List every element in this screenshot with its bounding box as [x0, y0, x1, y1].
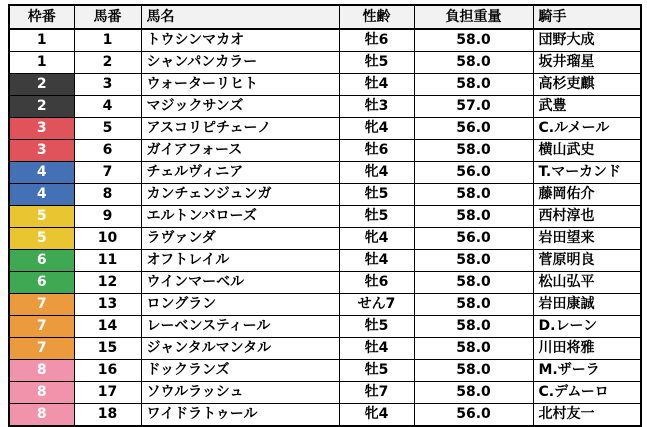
table-row	[9, 206, 641, 228]
horse-number-cell: 13	[74, 294, 141, 316]
jockey-cell: 武豊	[533, 96, 641, 118]
sex-age-cell: 牝4	[339, 228, 414, 250]
jockey-cell: 横山武史	[533, 140, 641, 162]
table-row	[9, 360, 641, 382]
weight-cell: 58.0	[414, 206, 533, 228]
jockey-cell: 川田将雅	[533, 338, 641, 360]
jockey-cell: 岩田康誠	[533, 294, 641, 316]
sex-age-cell: 牝4	[339, 404, 414, 427]
horse-number-cell: 2	[74, 52, 141, 74]
weight-cell: 58.0	[414, 272, 533, 294]
col-header-jockey: 騎手	[533, 5, 641, 29]
frame-number-cell: 6	[9, 250, 74, 272]
table-body	[9, 29, 641, 426]
table-row	[9, 118, 641, 140]
frame-number-cell: 8	[9, 404, 74, 427]
horse-name-cell: レーベンスティール	[141, 316, 339, 338]
frame-number-cell: 1	[9, 29, 74, 52]
weight-cell: 56.0	[414, 228, 533, 250]
horse-name-cell: アスコリピチェーノ	[141, 118, 339, 140]
horse-name-cell: エルトンバローズ	[141, 206, 339, 228]
weight-cell: 56.0	[414, 404, 533, 427]
horse-number-cell: 15	[74, 338, 141, 360]
frame-number-cell: 2	[9, 96, 74, 118]
col-header-horse-number: 馬番	[74, 5, 141, 29]
col-header-frame-number: 枠番	[9, 5, 74, 29]
frame-number-cell: 7	[9, 338, 74, 360]
horse-name-cell: ソウルラッシュ	[141, 382, 339, 404]
sex-age-cell: 牝4	[339, 162, 414, 184]
frame-number-cell: 5	[9, 206, 74, 228]
weight-cell: 58.0	[414, 250, 533, 272]
race-entry-table	[8, 4, 642, 427]
table-row	[9, 184, 641, 206]
table-row	[9, 96, 641, 118]
jockey-cell: 西村淳也	[533, 206, 641, 228]
horse-number-cell: 6	[74, 140, 141, 162]
sex-age-cell: 牡5	[339, 360, 414, 382]
horse-name-cell: チェルヴィニア	[141, 162, 339, 184]
jockey-cell: 高杉吏麒	[533, 74, 641, 96]
horse-name-cell: トウシンマカオ	[141, 29, 339, 52]
sex-age-cell: 牡6	[339, 29, 414, 52]
weight-cell: 58.0	[414, 360, 533, 382]
table-row	[9, 140, 641, 162]
frame-number-cell: 8	[9, 360, 74, 382]
table-row	[9, 29, 641, 52]
table-row	[9, 162, 641, 184]
jockey-cell: 菅原明良	[533, 250, 641, 272]
horse-name-cell: ウォーターリヒト	[141, 74, 339, 96]
weight-cell: 58.0	[414, 29, 533, 52]
col-header-sex-age: 性齢	[339, 5, 414, 29]
sex-age-cell: 牡4	[339, 74, 414, 96]
sex-age-cell: 牡5	[339, 184, 414, 206]
frame-number-cell: 2	[9, 74, 74, 96]
frame-number-cell: 4	[9, 162, 74, 184]
jockey-cell: 団野大成	[533, 29, 641, 52]
horse-name-cell: ウインマーベル	[141, 272, 339, 294]
sex-age-cell: 牡5	[339, 316, 414, 338]
horse-number-cell: 7	[74, 162, 141, 184]
sex-age-cell: せん7	[339, 294, 414, 316]
jockey-cell: 北村友一	[533, 404, 641, 427]
sex-age-cell: 牡3	[339, 96, 414, 118]
weight-cell: 57.0	[414, 96, 533, 118]
frame-number-cell: 3	[9, 140, 74, 162]
horse-number-cell: 16	[74, 360, 141, 382]
jockey-cell: 松山弘平	[533, 272, 641, 294]
weight-cell: 58.0	[414, 294, 533, 316]
weight-cell: 56.0	[414, 118, 533, 140]
sex-age-cell: 牡4	[339, 338, 414, 360]
horse-number-cell: 14	[74, 316, 141, 338]
horse-name-cell: ロングラン	[141, 294, 339, 316]
horse-name-cell: シャンパンカラー	[141, 52, 339, 74]
weight-cell: 58.0	[414, 338, 533, 360]
horse-number-cell: 18	[74, 404, 141, 427]
horse-number-cell: 11	[74, 250, 141, 272]
sex-age-cell: 牡7	[339, 382, 414, 404]
frame-number-cell: 8	[9, 382, 74, 404]
jockey-cell: C.ルメール	[533, 118, 641, 140]
table-row	[9, 404, 641, 427]
table-row	[9, 272, 641, 294]
table-row	[9, 250, 641, 272]
jockey-cell: 岩田望来	[533, 228, 641, 250]
horse-name-cell: オフトレイル	[141, 250, 339, 272]
frame-number-cell: 1	[9, 52, 74, 74]
table-row	[9, 228, 641, 250]
jockey-cell: T.マーカンド	[533, 162, 641, 184]
table-row	[9, 74, 641, 96]
horse-number-cell: 4	[74, 96, 141, 118]
sex-age-cell: 牡6	[339, 272, 414, 294]
frame-number-cell: 4	[9, 184, 74, 206]
horse-number-cell: 5	[74, 118, 141, 140]
table-header	[9, 5, 641, 29]
weight-cell: 58.0	[414, 184, 533, 206]
weight-cell: 58.0	[414, 74, 533, 96]
jockey-cell: 藤岡佑介	[533, 184, 641, 206]
weight-cell: 58.0	[414, 316, 533, 338]
horse-number-cell: 9	[74, 206, 141, 228]
weight-cell: 58.0	[414, 52, 533, 74]
sex-age-cell: 牡4	[339, 250, 414, 272]
frame-number-cell: 6	[9, 272, 74, 294]
frame-number-cell: 5	[9, 228, 74, 250]
horse-number-cell: 10	[74, 228, 141, 250]
jockey-cell: 坂井瑠星	[533, 52, 641, 74]
weight-cell: 58.0	[414, 382, 533, 404]
sex-age-cell: 牡5	[339, 52, 414, 74]
horse-name-cell: ジャンタルマンタル	[141, 338, 339, 360]
table-row	[9, 316, 641, 338]
horse-number-cell: 3	[74, 74, 141, 96]
table-row	[9, 294, 641, 316]
weight-cell: 56.0	[414, 162, 533, 184]
jockey-cell: M.ザーラ	[533, 360, 641, 382]
horse-name-cell: ラヴァンダ	[141, 228, 339, 250]
frame-number-cell: 7	[9, 316, 74, 338]
table-row	[9, 382, 641, 404]
header-row	[9, 5, 641, 29]
table-row	[9, 52, 641, 74]
horse-name-cell: カンチェンジュンガ	[141, 184, 339, 206]
jockey-cell: C.デムーロ	[533, 382, 641, 404]
sex-age-cell: 牡5	[339, 206, 414, 228]
horse-name-cell: ワイドラトゥール	[141, 404, 339, 427]
jockey-cell: D.レーン	[533, 316, 641, 338]
horse-name-cell: ドックランズ	[141, 360, 339, 382]
sex-age-cell: 牡6	[339, 140, 414, 162]
table-row	[9, 338, 641, 360]
horse-number-cell: 8	[74, 184, 141, 206]
frame-number-cell: 3	[9, 118, 74, 140]
horse-name-cell: マジックサンズ	[141, 96, 339, 118]
horse-name-cell: ガイアフォース	[141, 140, 339, 162]
horse-number-cell: 17	[74, 382, 141, 404]
horse-number-cell: 1	[74, 29, 141, 52]
sex-age-cell: 牝4	[339, 118, 414, 140]
col-header-horse-name: 馬名	[141, 5, 339, 29]
col-header-weight: 負担重量	[414, 5, 533, 29]
horse-number-cell: 12	[74, 272, 141, 294]
frame-number-cell: 7	[9, 294, 74, 316]
weight-cell: 58.0	[414, 140, 533, 162]
